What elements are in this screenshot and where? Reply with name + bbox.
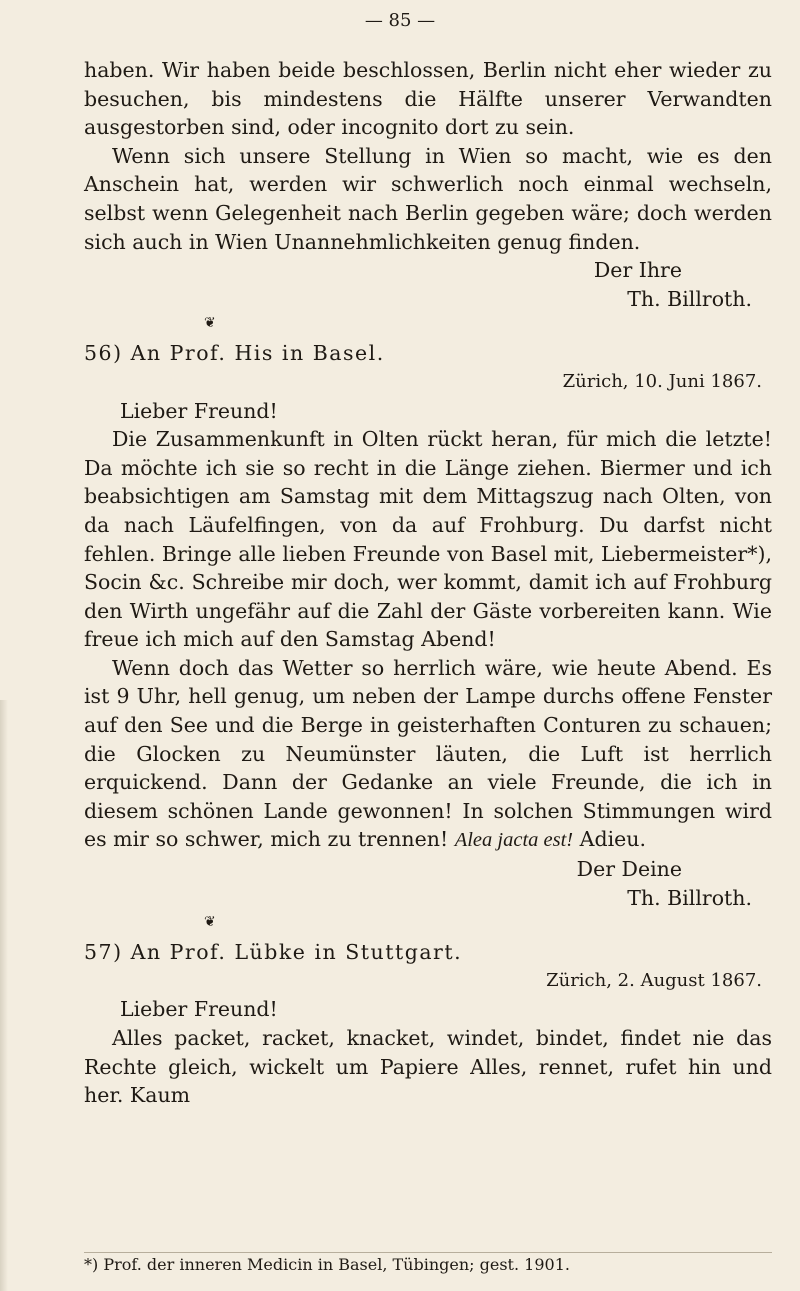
letter-paragraph-1: Alles packet, racket, knacket, windet, bindet, findet nie das Rechte gleich, wickelt um Papiere Alles, rennet, rufet hin und her. Kaum [84, 1026, 772, 1108]
letter-56 [84, 339, 772, 932]
letter-paragraph-2 [84, 654, 772, 855]
salutation: Lieber Freund! [120, 398, 278, 423]
footnote: *) Prof. der inneren Medicin in Basel, Tübingen; gest. 1901. [84, 1252, 772, 1274]
signature: Th. Billroth. [627, 885, 752, 910]
fleuron-separator: ❦ [204, 914, 216, 931]
adieu: Adieu. [579, 827, 646, 852]
salutation: Lieber Freund! [120, 997, 278, 1022]
continuation-paragraph-1: haben. Wir haben beide beschlossen, Berlin nicht eher wieder zu besuchen, bis mindestens die Hälfte unserer Verwandten ausgestorben sind, oder incognito dort zu sein. [84, 58, 772, 140]
letter-paragraph-1: Die Zusammenkunft in Olten rückt heran, für mich die letzte! Da möchte ich sie so recht in die Länge ziehen. Biermer und ich beabsichtigen am Samstag mit dem Mittagszug nach Olten, von da nach Läufelfingen, von da auf Frohburg. Du darfst nicht fehlen. Bringe alle lieben Freunde von Basel mit, Liebermeister*), Socin &c. Schreibe mir doch, wer kommt, damit ich auf Frohburg den Wirth ungefähr auf die Zahl der Gäste vorbereiten kann. Wie freue ich mich auf den Samstag Abend! [84, 427, 772, 652]
continuation-paragraph-2: Wenn sich unsere Stellung in Wien so macht, wie es den Anschein hat, werden wir schwerlich noch einmal wechseln, selbst wenn Gelegenheit nach Berlin gegeben wäre; doch werden sich auch in Wien Unannehmlichkeiten genug finden. [84, 143, 772, 254]
letter-date: Zürich, 2. August 1867. [546, 969, 762, 991]
latin-phrase: Alea jacta est! [454, 829, 574, 852]
closing-formula: Der Ihre [593, 258, 682, 283]
page-edge-shadow [0, 700, 8, 1291]
fleuron-separator: ❦ [204, 315, 216, 332]
letter-heading: 56) An Prof. His in Basel. [84, 341, 385, 366]
page-number: — 85 — [364, 10, 436, 31]
closing-formula: Der Deine [576, 857, 682, 882]
letter-paragraph-2-text: Wenn doch das Wetter so herrlich wäre, wie heute Abend. Es ist 9 Uhr, hell genug, um neben der Lampe durchs offene Fenster auf den See und die Berge in geisterhaften Conturen zu schauen; die Glocken zu Neumünster läuten, die Luft ist herrlich erquickend. Dann der Gedanke an viele Freunde, die ich in diesem schönen Lande gewonnen! In solchen Stimmungen wird es mir so schwer, mich zu trennen! [84, 655, 772, 852]
letter-57 [84, 938, 772, 1110]
page-body [84, 56, 772, 1110]
letter-heading: 57) An Prof. Lübke in Stuttgart. [84, 940, 463, 965]
letter-date: Zürich, 10. Juni 1867. [562, 370, 762, 392]
signature: Th. Billroth. [627, 286, 752, 311]
